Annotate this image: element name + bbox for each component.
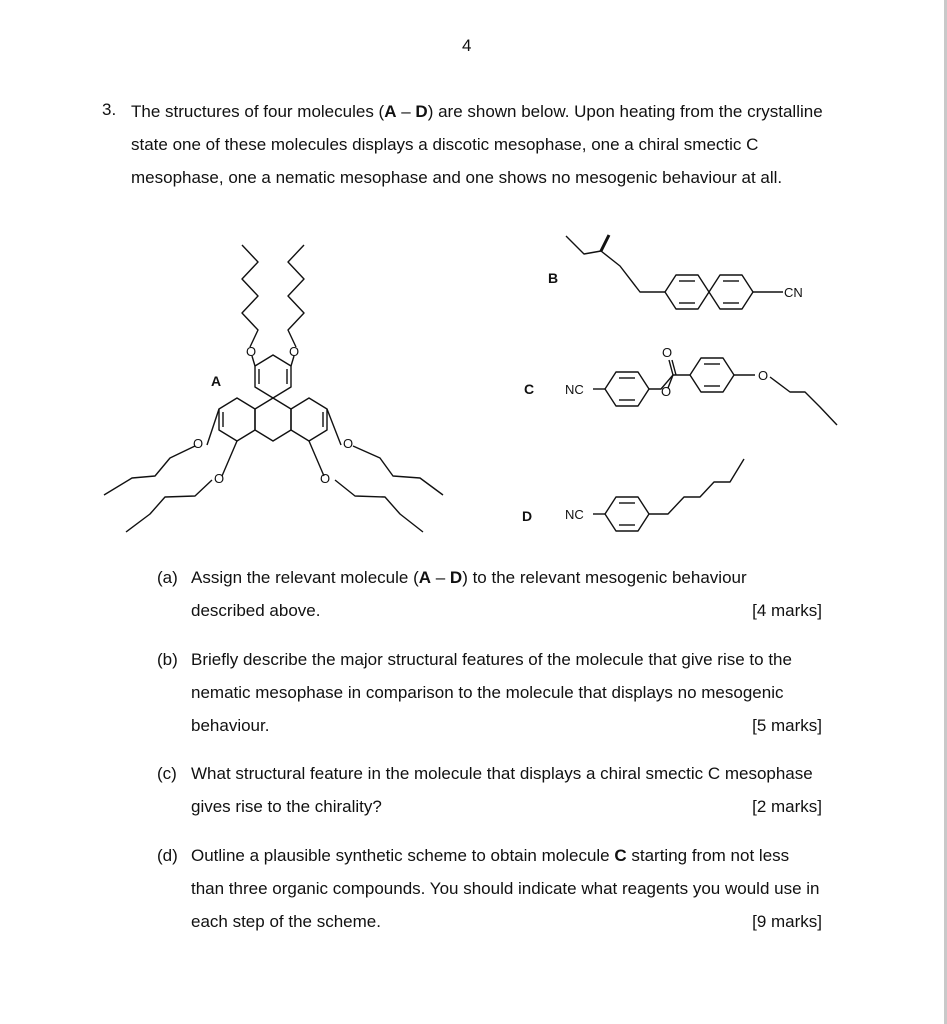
marks-label: [2 marks]: [752, 797, 822, 816]
oxygen-atom: O: [193, 436, 204, 451]
oxygen-atom: O: [758, 368, 769, 383]
marks-label: [4 marks]: [752, 601, 822, 620]
oxygen-atom: O: [289, 344, 300, 359]
part-label: (c): [157, 764, 177, 783]
molecule-label-b: B: [548, 270, 559, 286]
molecule-b-structure: [566, 235, 783, 309]
oxygen-atom: O: [662, 345, 673, 360]
page-number: 4: [462, 36, 472, 55]
molecule-c-structure: [593, 358, 837, 425]
cyano-group: NC: [565, 382, 584, 397]
cyano-group: NC: [565, 507, 584, 522]
part-d: [157, 839, 822, 938]
molecule-structures-figure: [0, 228, 947, 548]
part-d-text: Outline a plausible synthetic scheme to obtain molecule C starting from not less than three organic compounds. You should indicate what reagents you would use in each step of the scheme. [9 marks]: [191, 839, 822, 938]
question-number: 3.: [102, 100, 117, 119]
part-c-text: What structural feature in the molecule that displays a chiral smectic C mesophase gives rise to the chirality? [2 marks]: [191, 757, 822, 823]
molecule-label-d: D: [522, 508, 533, 524]
molecule-d-structure: [593, 459, 744, 531]
part-label: (b): [157, 650, 178, 669]
part-b: [157, 643, 822, 742]
oxygen-atom: O: [246, 344, 257, 359]
molecule-label-c: C: [524, 381, 535, 397]
part-a: [157, 561, 822, 627]
marks-label: [5 marks]: [752, 716, 822, 735]
oxygen-atom: O: [214, 471, 225, 486]
oxygen-atom: O: [661, 384, 672, 399]
part-c: [157, 757, 822, 823]
part-b-text: Briefly describe the major structural features of the molecule that give rise to the nematic mesophase in comparison to the molecule that displays no mesogenic behaviour. [5 marks]: [191, 643, 822, 742]
part-label: (a): [157, 568, 178, 587]
question-text: The structures of four molecules (A – D) are shown below. Upon heating from the crystalline state one of these molecules displays a discotic mesophase, one a chiral smectic C mesophase, one a nematic mesophase and one shows no mesogenic behaviour at all.: [131, 102, 823, 187]
part-a-text: Assign the relevant molecule (A – D) to the relevant mesogenic behaviour described above. [4 marks]: [191, 561, 822, 627]
marks-label: [9 marks]: [752, 912, 822, 931]
molecule-label-a: A: [211, 373, 222, 389]
molecule-a-structure: [104, 245, 443, 532]
oxygen-atom: O: [343, 436, 354, 451]
part-label: (d): [157, 846, 178, 865]
cyano-group: CN: [784, 285, 803, 300]
oxygen-atom: O: [320, 471, 331, 486]
